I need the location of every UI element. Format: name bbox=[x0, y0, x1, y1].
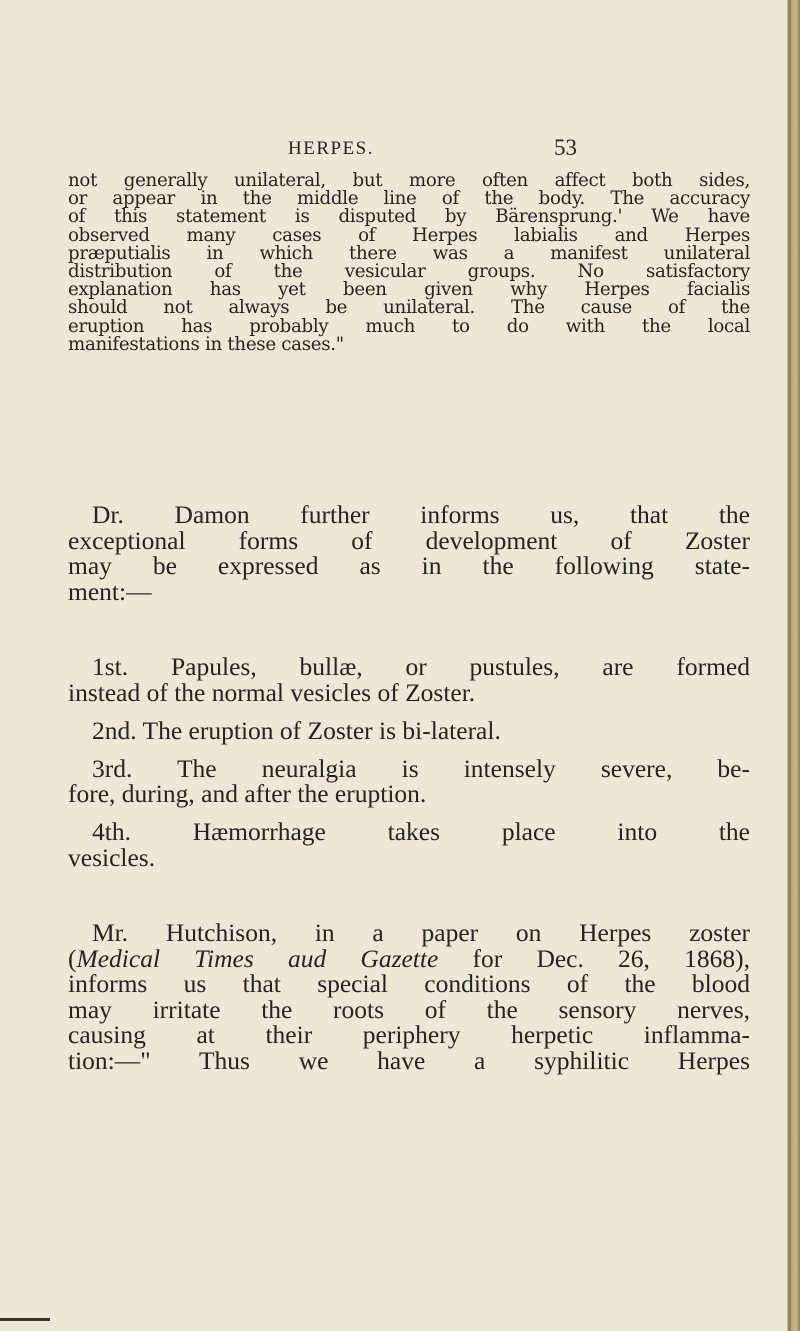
forms-list bbox=[68, 648, 750, 877]
quote-line: or appear in the middle line of the body. The accuracy bbox=[68, 188, 750, 210]
quote-line: distribution of the vesicular groups. No satisfactory bbox=[68, 260, 750, 282]
quote-line: of this statement is disputed by Bärensprung.' We have bbox=[68, 206, 750, 228]
quote-line: should not always be unilateral. The cause of the bbox=[68, 297, 750, 319]
open-paren: ( bbox=[68, 943, 77, 973]
running-title: HERPES. bbox=[288, 138, 374, 159]
quote-line: observed many cases of Herpes labialis and Herpes bbox=[68, 224, 750, 246]
damon-line: may be expressed as in the following state- bbox=[68, 551, 750, 580]
list-item-fourth: 4th. Hæmorrhage takes place into the bbox=[92, 817, 750, 846]
page-edge-shadow bbox=[788, 0, 791, 1331]
hutchison-line: may irritate the roots of the sensory nerves, bbox=[68, 994, 750, 1024]
damon-line: ment:— bbox=[68, 576, 152, 606]
page-corner-mark bbox=[0, 1318, 50, 1321]
quote-line: præputialis in which there was a manifest unilateral bbox=[68, 242, 750, 264]
quote-line: eruption has probably much to do with the local bbox=[68, 315, 750, 337]
hutchison-citation-line bbox=[68, 940, 750, 973]
hutchison-paragraph bbox=[68, 914, 750, 1075]
hutchison-line: informs us that special conditions of the blood bbox=[68, 969, 750, 998]
list-item-third: 3rd. The neuralgia is intensely severe, be- bbox=[92, 753, 750, 783]
hutchison-line: causing at their periphery herpetic inflamma- bbox=[68, 1020, 750, 1049]
page-number: 53 bbox=[554, 135, 577, 160]
list-item-first-cont: instead of the normal vesicles of Zoster. bbox=[68, 677, 476, 707]
damon-line: Dr. Damon further informs us, that the bbox=[92, 500, 750, 529]
page-header bbox=[288, 135, 588, 168]
journal-title: Medical Times aud Gazette bbox=[76, 943, 439, 973]
damon-paragraph bbox=[68, 496, 750, 611]
list-item-second: 2nd. The eruption of Zoster is bi-lateral. bbox=[92, 715, 501, 745]
citation-date: for Dec. 26, 1868), bbox=[438, 943, 750, 973]
quotation-paragraph bbox=[68, 166, 750, 359]
hutchison-line: Mr. Hutchison, in a paper on Herpes zoster bbox=[92, 918, 750, 947]
quote-line: manifestations in these cases." bbox=[68, 333, 344, 355]
quote-line: not generally unilateral, but more often affect both sides, bbox=[68, 170, 750, 191]
list-item-fourth-cont: vesicles. bbox=[68, 842, 156, 872]
damon-line: exceptional forms of development of Zoster bbox=[68, 525, 750, 555]
hutchison-line: tion:—" Thus we have a syphilitic Herpes bbox=[68, 1045, 750, 1075]
list-item-first: 1st. Papules, bullæ, or pustules, are formed bbox=[92, 652, 750, 681]
quote-line: explanation has yet been given why Herpes facialis bbox=[68, 279, 750, 301]
list-item-third-cont: fore, during, and after the eruption. bbox=[68, 779, 427, 808]
